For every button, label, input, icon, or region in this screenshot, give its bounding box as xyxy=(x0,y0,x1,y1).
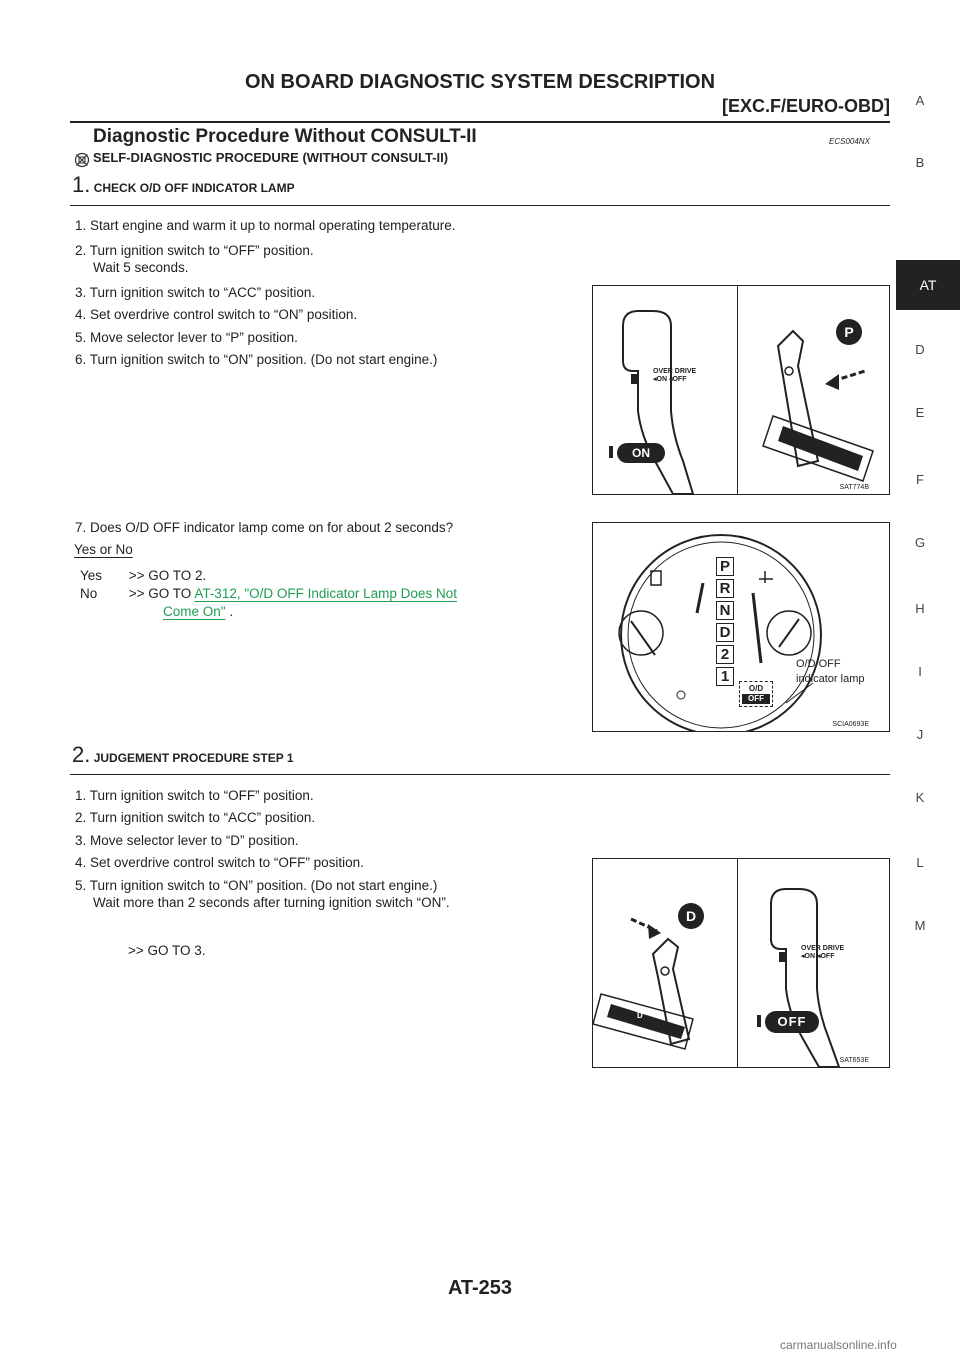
side-index-i[interactable]: I xyxy=(918,664,922,679)
od-lamp-top: O/D xyxy=(748,684,764,693)
answer-yes xyxy=(80,568,206,583)
yes-or-no-heading: Yes or No xyxy=(74,542,133,557)
step-2-rule xyxy=(70,774,890,775)
overdrive-switch-label xyxy=(801,945,844,961)
switch-text-off: OFF xyxy=(672,376,687,383)
answer-yes-label: Yes xyxy=(80,568,103,583)
side-index-h[interactable]: H xyxy=(915,601,925,616)
side-index-k[interactable]: K xyxy=(915,790,925,805)
figure-sat774b xyxy=(592,285,890,495)
shift-lever-d-illustration xyxy=(593,859,889,1067)
step-2-item-1: 1. Turn ignition switch to “OFF” position. xyxy=(75,788,314,803)
step-1-item-3: 3. Turn ignition switch to “ACC” position. xyxy=(75,285,316,300)
switch-text-off: OFF xyxy=(820,953,835,960)
answer-no-label: No xyxy=(80,586,98,601)
step-1-item-2-note: Wait 5 seconds. xyxy=(93,260,189,275)
gear-r-indicator: R xyxy=(716,579,734,598)
off-badge: OFF xyxy=(765,1011,819,1033)
header-rule xyxy=(70,121,890,123)
gear-2-indicator: 2 xyxy=(716,645,734,664)
watermark[interactable]: carmanualsonline.info xyxy=(780,1338,897,1352)
step-1-item-7: 7. Does O/D OFF indicator lamp come on for about 2 seconds? xyxy=(75,520,454,535)
step-2-item-5-note: Wait more than 2 seconds after turning ignition switch “ON”. xyxy=(93,895,450,910)
callout-line-1: O/D OFF xyxy=(796,658,841,670)
step-1-title: CHECK O/D OFF INDICATOR LAMP xyxy=(93,181,295,195)
section-title: Diagnostic Procedure Without CONSULT-II xyxy=(93,126,477,147)
step-2-item-2: 2. Turn ignition switch to “ACC” position. xyxy=(75,810,316,825)
gate-letter: D xyxy=(637,1011,643,1020)
step-2-item-4: 4. Set overdrive control switch to “OFF” position. xyxy=(75,855,364,870)
step-1-rule xyxy=(70,205,890,206)
link-at-312-cont[interactable]: Come On" xyxy=(163,604,226,619)
answer-no-cont xyxy=(163,604,233,619)
gear-d-indicator: D xyxy=(716,623,734,642)
figure-code: SAT653E xyxy=(839,1057,869,1064)
step-2-action: >> GO TO 3. xyxy=(128,943,206,958)
callout-line-2: indicator lamp xyxy=(796,673,865,685)
gear-indicator-column xyxy=(716,557,734,686)
step-1-item-6: 6. Turn ignition switch to “ON” position. (Do not start engine.) xyxy=(75,352,438,367)
figure-sat653e xyxy=(592,858,890,1068)
gear-n-indicator: N xyxy=(716,601,734,620)
switch-text-overdrive: OVER DRIVE xyxy=(801,945,845,952)
figure-code: SCIA0693E xyxy=(832,721,869,728)
side-index-e[interactable]: E xyxy=(915,405,925,420)
switch-on-icon: ◂ xyxy=(801,953,805,960)
overdrive-switch-label xyxy=(653,368,696,384)
side-index-m[interactable]: M xyxy=(914,918,926,933)
section-code: ECS004NX xyxy=(829,137,870,146)
switch-on-icon: ◂ xyxy=(653,376,657,383)
od-off-lamp xyxy=(739,681,773,707)
side-index-d[interactable]: D xyxy=(915,342,925,357)
step-1-item-5: 5. Move selector lever to “P” position. xyxy=(75,330,298,345)
section-subtitle: SELF-DIAGNOSTIC PROCEDURE (WITHOUT CONSULT-II) xyxy=(93,150,449,165)
page-header-title: ON BOARD DIAGNOSTIC SYSTEM DESCRIPTION xyxy=(244,71,716,93)
step-2-item-3: 3. Move selector lever to “D” position. xyxy=(75,833,299,848)
figure-code: SAT774B xyxy=(839,484,869,491)
gear-p-indicator: P xyxy=(716,557,734,576)
answer-no-action: >> GO TO xyxy=(128,586,192,601)
od-lamp-bottom: OFF xyxy=(742,694,770,704)
page-number: AT-253 xyxy=(447,1277,513,1299)
step-2-title: JUDGEMENT PROCEDURE STEP 1 xyxy=(93,751,294,765)
step-2-heading xyxy=(72,742,294,768)
no-consult-icon xyxy=(74,152,90,173)
side-index-b[interactable]: B xyxy=(915,155,925,170)
step-1-item-2: 2. Turn ignition switch to “OFF” position. xyxy=(75,243,314,258)
step-2-item-5: 5. Turn ignition switch to “ON” position. (Do not start engine.) xyxy=(75,878,438,893)
gear-p-badge: P xyxy=(836,319,862,345)
side-index-l[interactable]: L xyxy=(916,855,924,870)
page-header-subtitle: [EXC.F/EURO-OBD] xyxy=(722,96,890,116)
od-lamp-callout xyxy=(796,657,864,687)
switch-text-overdrive: OVER DRIVE xyxy=(653,368,697,375)
answer-no xyxy=(80,586,457,601)
answer-yes-action: >> GO TO 2. xyxy=(128,568,207,583)
step-2-number: 2. xyxy=(72,742,91,767)
switch-text-on: ON xyxy=(804,953,816,960)
side-index-j[interactable]: J xyxy=(916,727,924,742)
answer-no-suffix: . xyxy=(229,604,234,619)
step-1-heading xyxy=(72,172,295,198)
switch-text-on: ON xyxy=(656,376,668,383)
gear-1-indicator: 1 xyxy=(716,667,734,686)
switch-off-icon: ◂ xyxy=(816,953,821,960)
switch-off-icon: ◂ xyxy=(668,376,673,383)
side-index-at-active[interactable]: AT xyxy=(896,260,960,310)
step-1-number: 1. xyxy=(72,172,91,197)
step-1-item-1: 1. Start engine and warm it up to normal operating temperature. xyxy=(75,218,456,233)
side-index-g[interactable]: G xyxy=(914,535,926,550)
gear-d-badge: D xyxy=(678,903,704,929)
figure-scia0693e xyxy=(592,522,890,732)
side-index-a[interactable]: A xyxy=(915,93,925,108)
step-1-item-4: 4. Set overdrive control switch to “ON” position. xyxy=(75,307,358,322)
link-at-312[interactable]: AT-312, "O/D OFF Indicator Lamp Does Not xyxy=(194,586,457,601)
on-badge: ON xyxy=(617,443,665,463)
side-index-f[interactable]: F xyxy=(916,472,924,487)
